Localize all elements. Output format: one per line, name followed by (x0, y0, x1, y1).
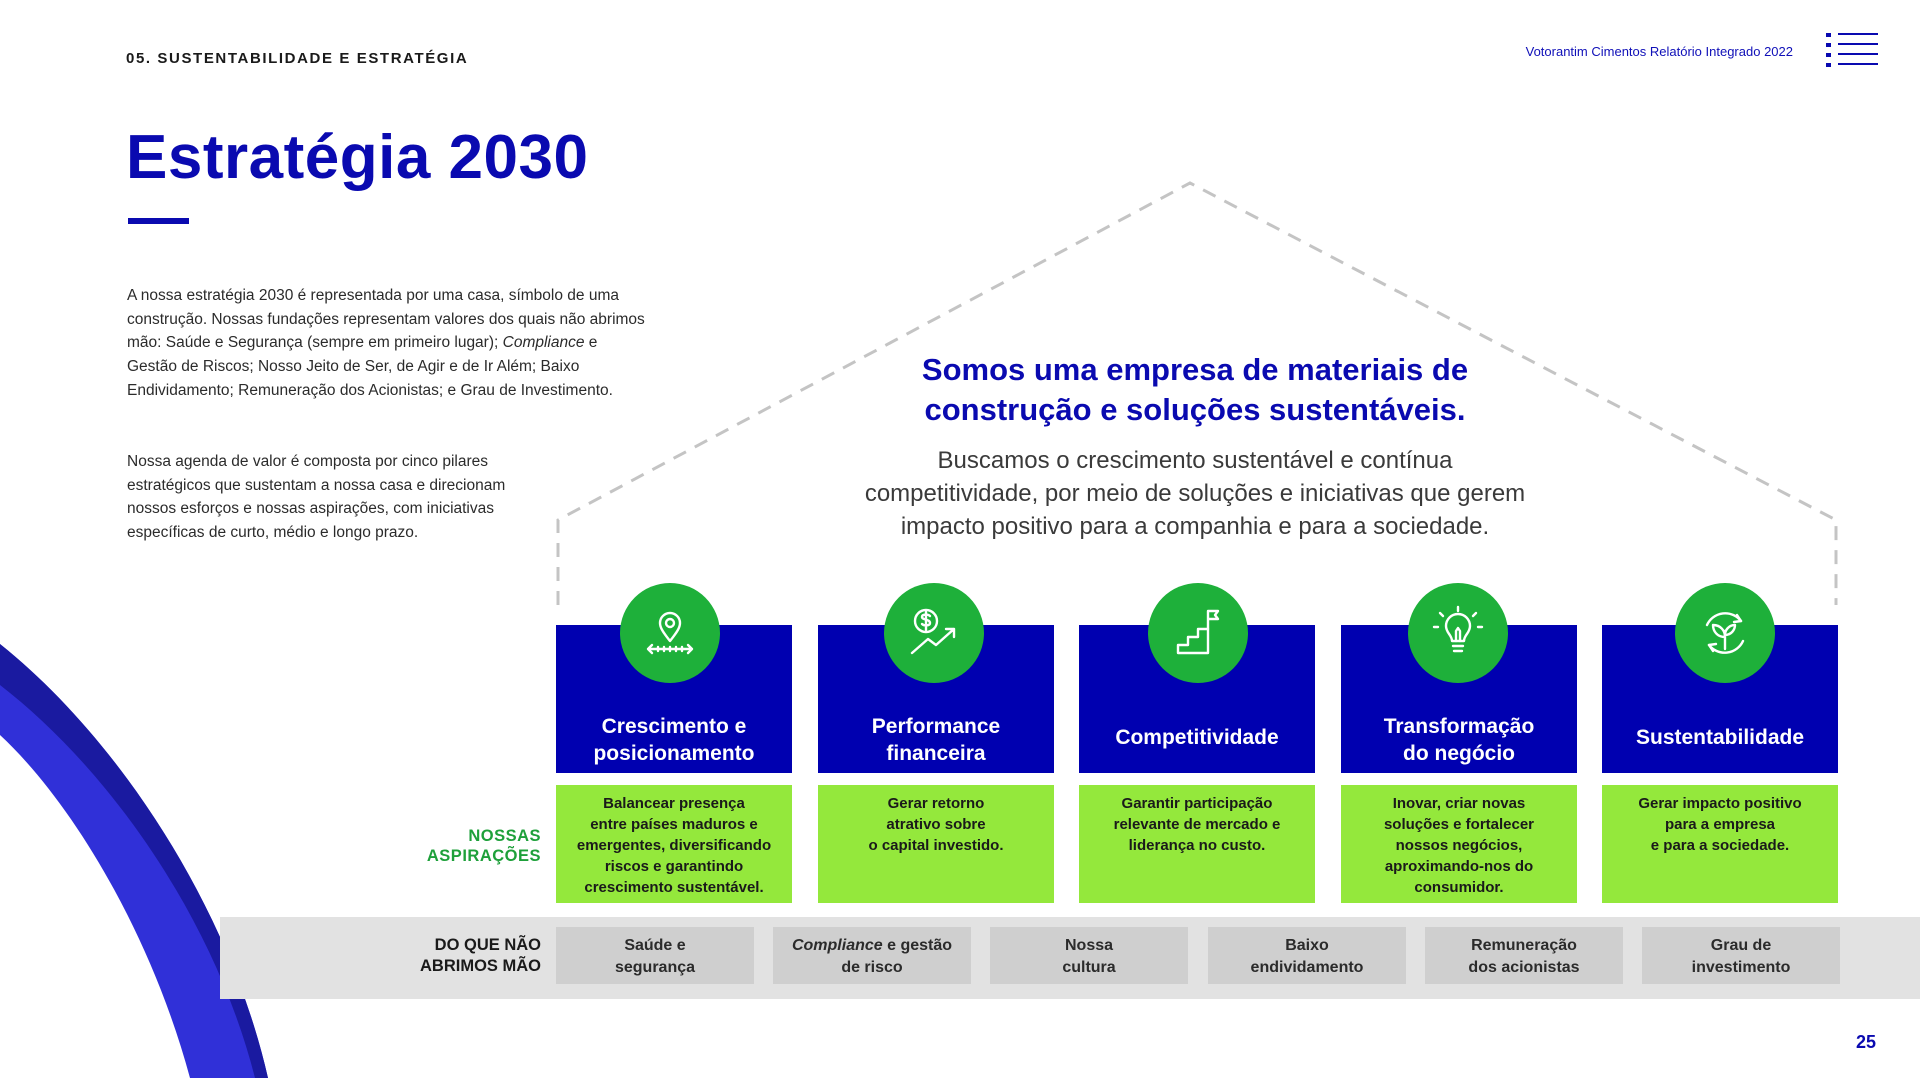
pillar-title: do negócio (1403, 742, 1515, 765)
section-label: 05. SUSTENTABILIDADE E ESTRATÉGIA (126, 50, 469, 67)
aspiration-box: Inovar, criar novas soluções e fortalecer nossos negócios, aproximando-nos do consumidor. (1341, 785, 1577, 903)
intro-paragraph-1: A nossa estratégia 2030 é representada por uma casa, símbolo de uma construção. Nossas fundações representam valores dos quais não abrimos mão: Saúde e Segurança (sempre em primeiro lugar); Compliance e Gestão de Riscos; Nosso Jeito de Ser, de Agir e de Ir Além; Baixo Endividamento; Remuneração dos Acionistas; e Grau de Investimento. (127, 287, 645, 399)
aspiration-box: Garantir participação relevante de mercado e liderança no custo. (1079, 785, 1315, 903)
pillar-title: posicionamento (593, 742, 755, 765)
dollar-growth-icon (884, 583, 984, 683)
foundation-box: Grau de investimento (1642, 927, 1840, 984)
report-title[interactable]: Votorantim Cimentos Relatório Integrado 2022 (1525, 44, 1793, 59)
pillar-title: Crescimento e (601, 715, 747, 738)
foundation-label: DO QUE NÃO ABRIMOS MÃO (420, 936, 541, 975)
pillar-title: Competitividade (1115, 726, 1279, 749)
foundation-box: Remuneração dos acionistas (1425, 927, 1623, 984)
page-title: Estratégia 2030 (126, 123, 589, 192)
title-underline (128, 218, 189, 224)
aspiration-box: Balancear presença entre países maduros e emergentes, diversificando riscos e garantindo crescimento sustentável. (556, 785, 792, 903)
stairs-flag-icon (1148, 583, 1248, 683)
aspirations-label: NOSSAS ASPIRAÇÕES (426, 827, 541, 865)
aspiration-box: Gerar retorno atrativo sobre o capital investido. (818, 785, 1054, 903)
foundation-box: Nossa cultura (990, 927, 1188, 984)
aspiration-box: Gerar impacto positivo para a empresa e para a sociedade. (1602, 785, 1838, 903)
house-subheadline: Buscamos o crescimento sustentável e contínua competitividade, por meio de soluções e iniciativas que gerem impacto positivo para a companhia e para a sociedade. (864, 447, 1526, 540)
pillar-title: Performance (871, 715, 1001, 738)
house-headline: Somos uma empresa de materiais de construção e soluções sustentáveis. (921, 352, 1469, 427)
menu-icon[interactable] (1826, 33, 1878, 67)
intro-paragraph-2: Nossa agenda de valor é composta por cinco pilares estratégicos que sustentam a nossa casa e direcionam nossos esforços e nossas aspirações, com iniciativas específicas de curto, médio e longo prazo. (127, 453, 506, 542)
pillar-title: Transformação (1383, 715, 1535, 738)
leaf-cycle-icon (1675, 583, 1775, 683)
pillar-title: financeira (886, 742, 986, 765)
page-number: 25 (1855, 1032, 1876, 1052)
pillar-title: Sustentabilidade (1635, 726, 1805, 749)
foundation-box: Baixo endividamento (1208, 927, 1406, 984)
lightbulb-icon (1408, 583, 1508, 683)
foundation-box: Saúde e segurança (556, 927, 754, 984)
location-pin-icon (620, 583, 720, 683)
foundation-box: Compliance e gestão de risco (773, 927, 971, 984)
decorative-arc (0, 600, 300, 1078)
